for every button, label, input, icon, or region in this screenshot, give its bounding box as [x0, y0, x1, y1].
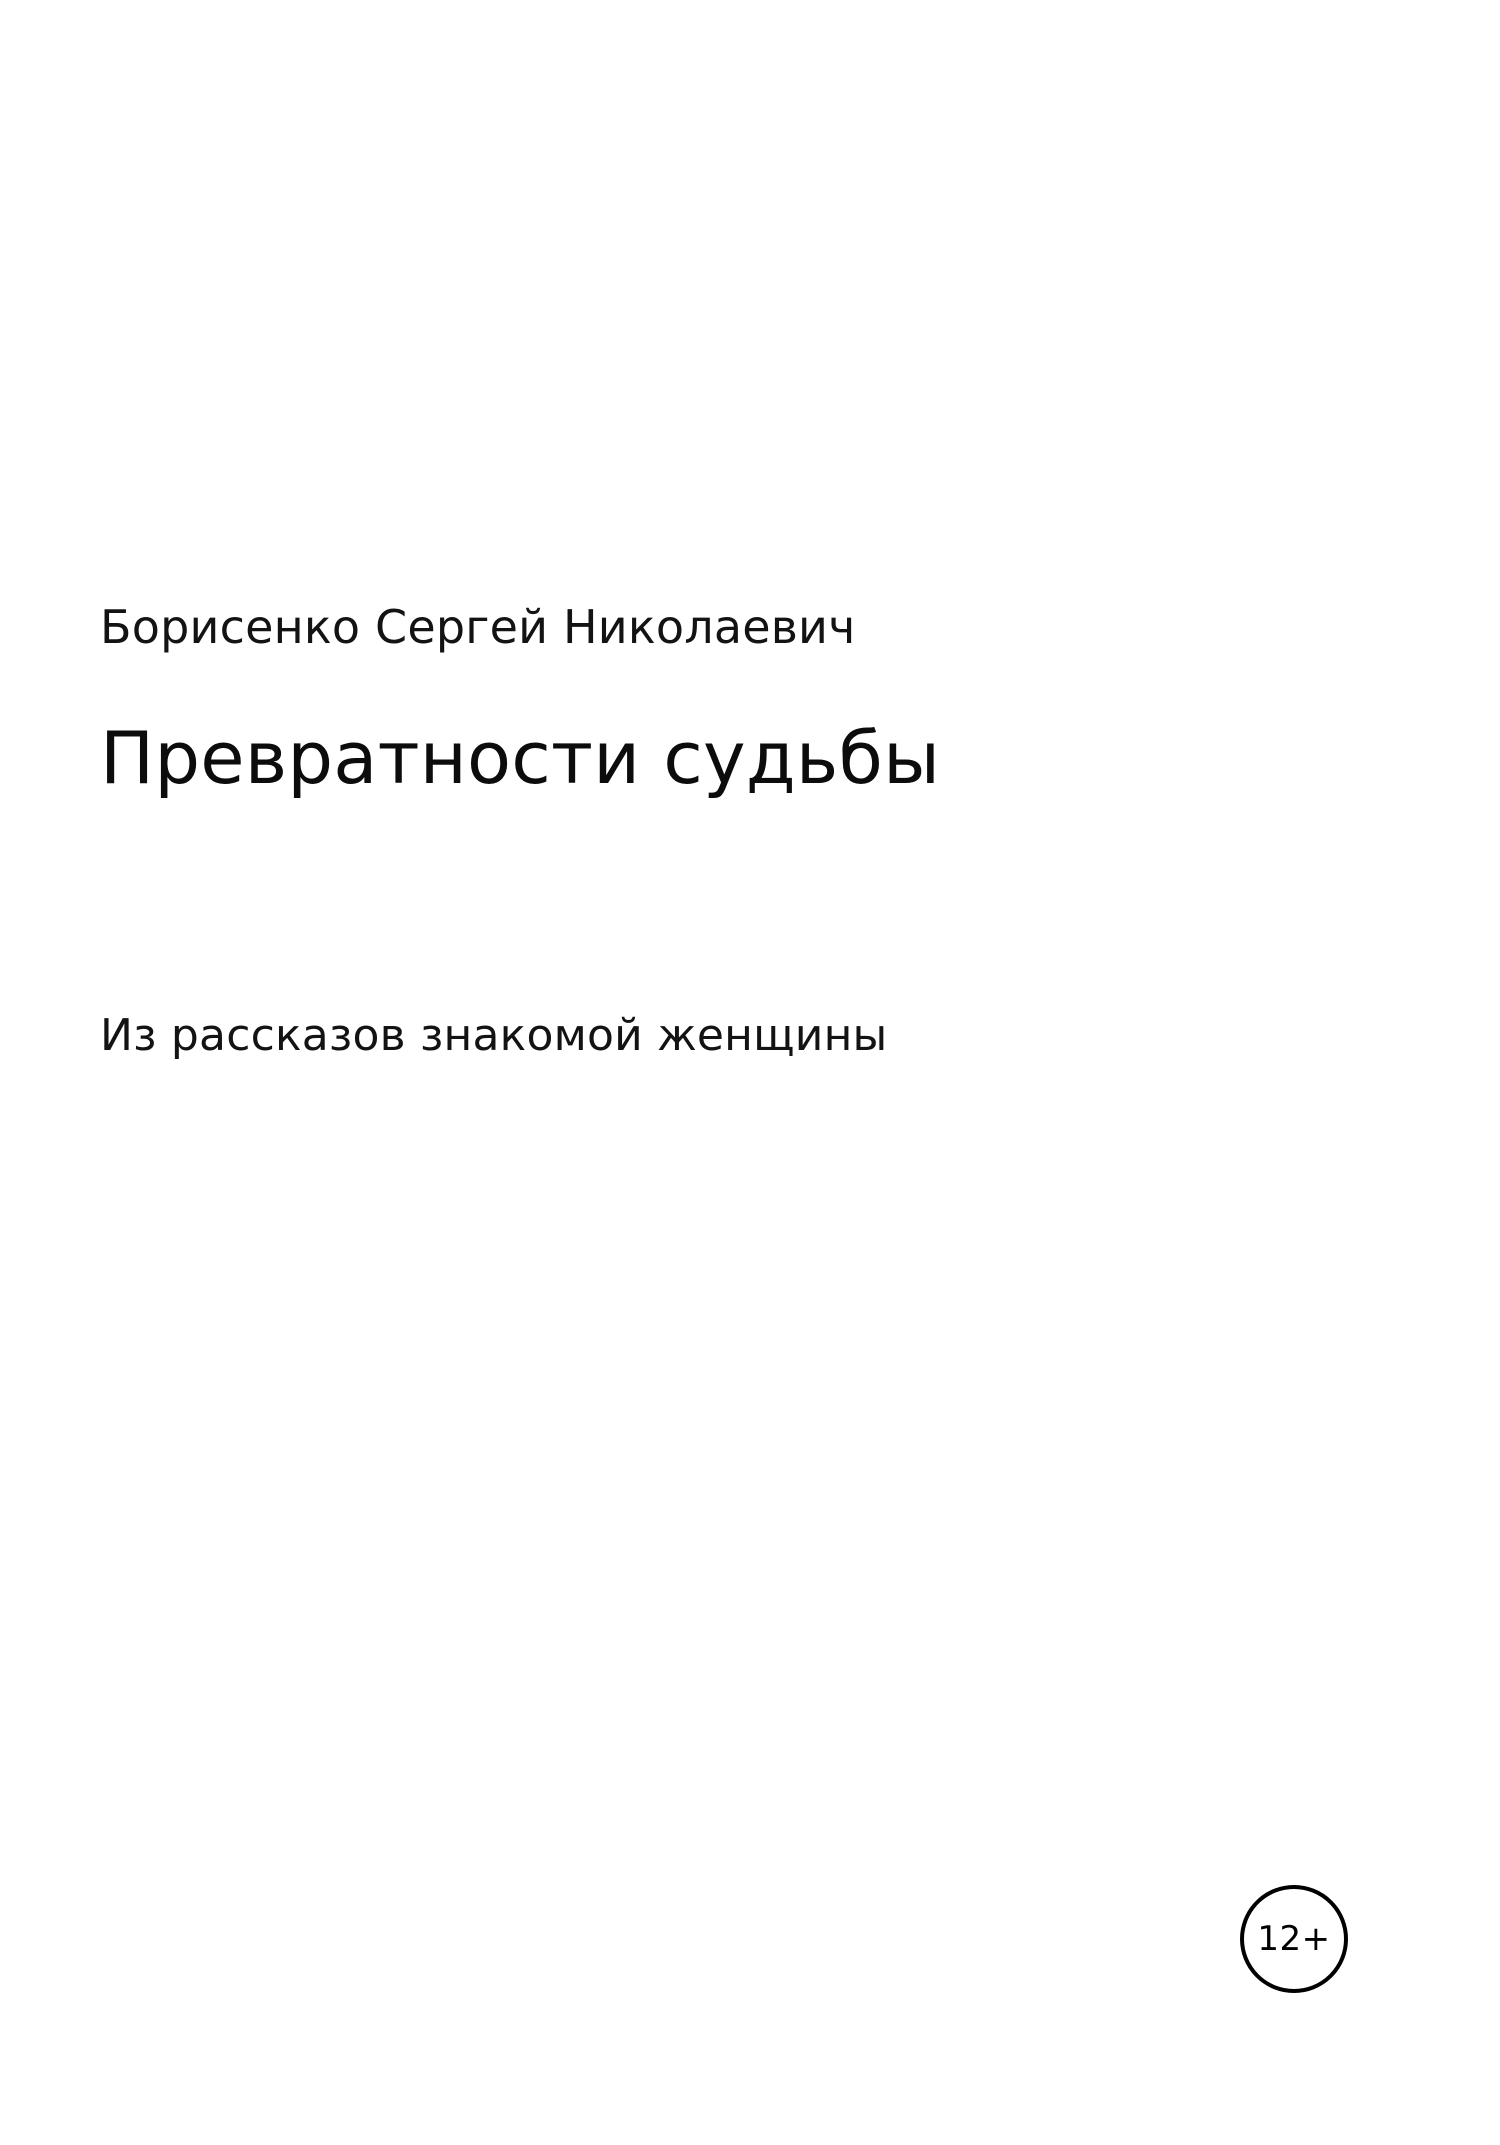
cover-text-block: [100, 600, 1300, 1063]
book-subtitle: Из рассказов знакомой женщины: [100, 1009, 888, 1061]
age-rating-badge: [1240, 1885, 1348, 1993]
book-title: Превратности судьбы: [100, 716, 941, 801]
age-rating-label: 12+: [1257, 1919, 1331, 1959]
author-name: Борисенко Сергей Николаевич: [100, 600, 856, 654]
